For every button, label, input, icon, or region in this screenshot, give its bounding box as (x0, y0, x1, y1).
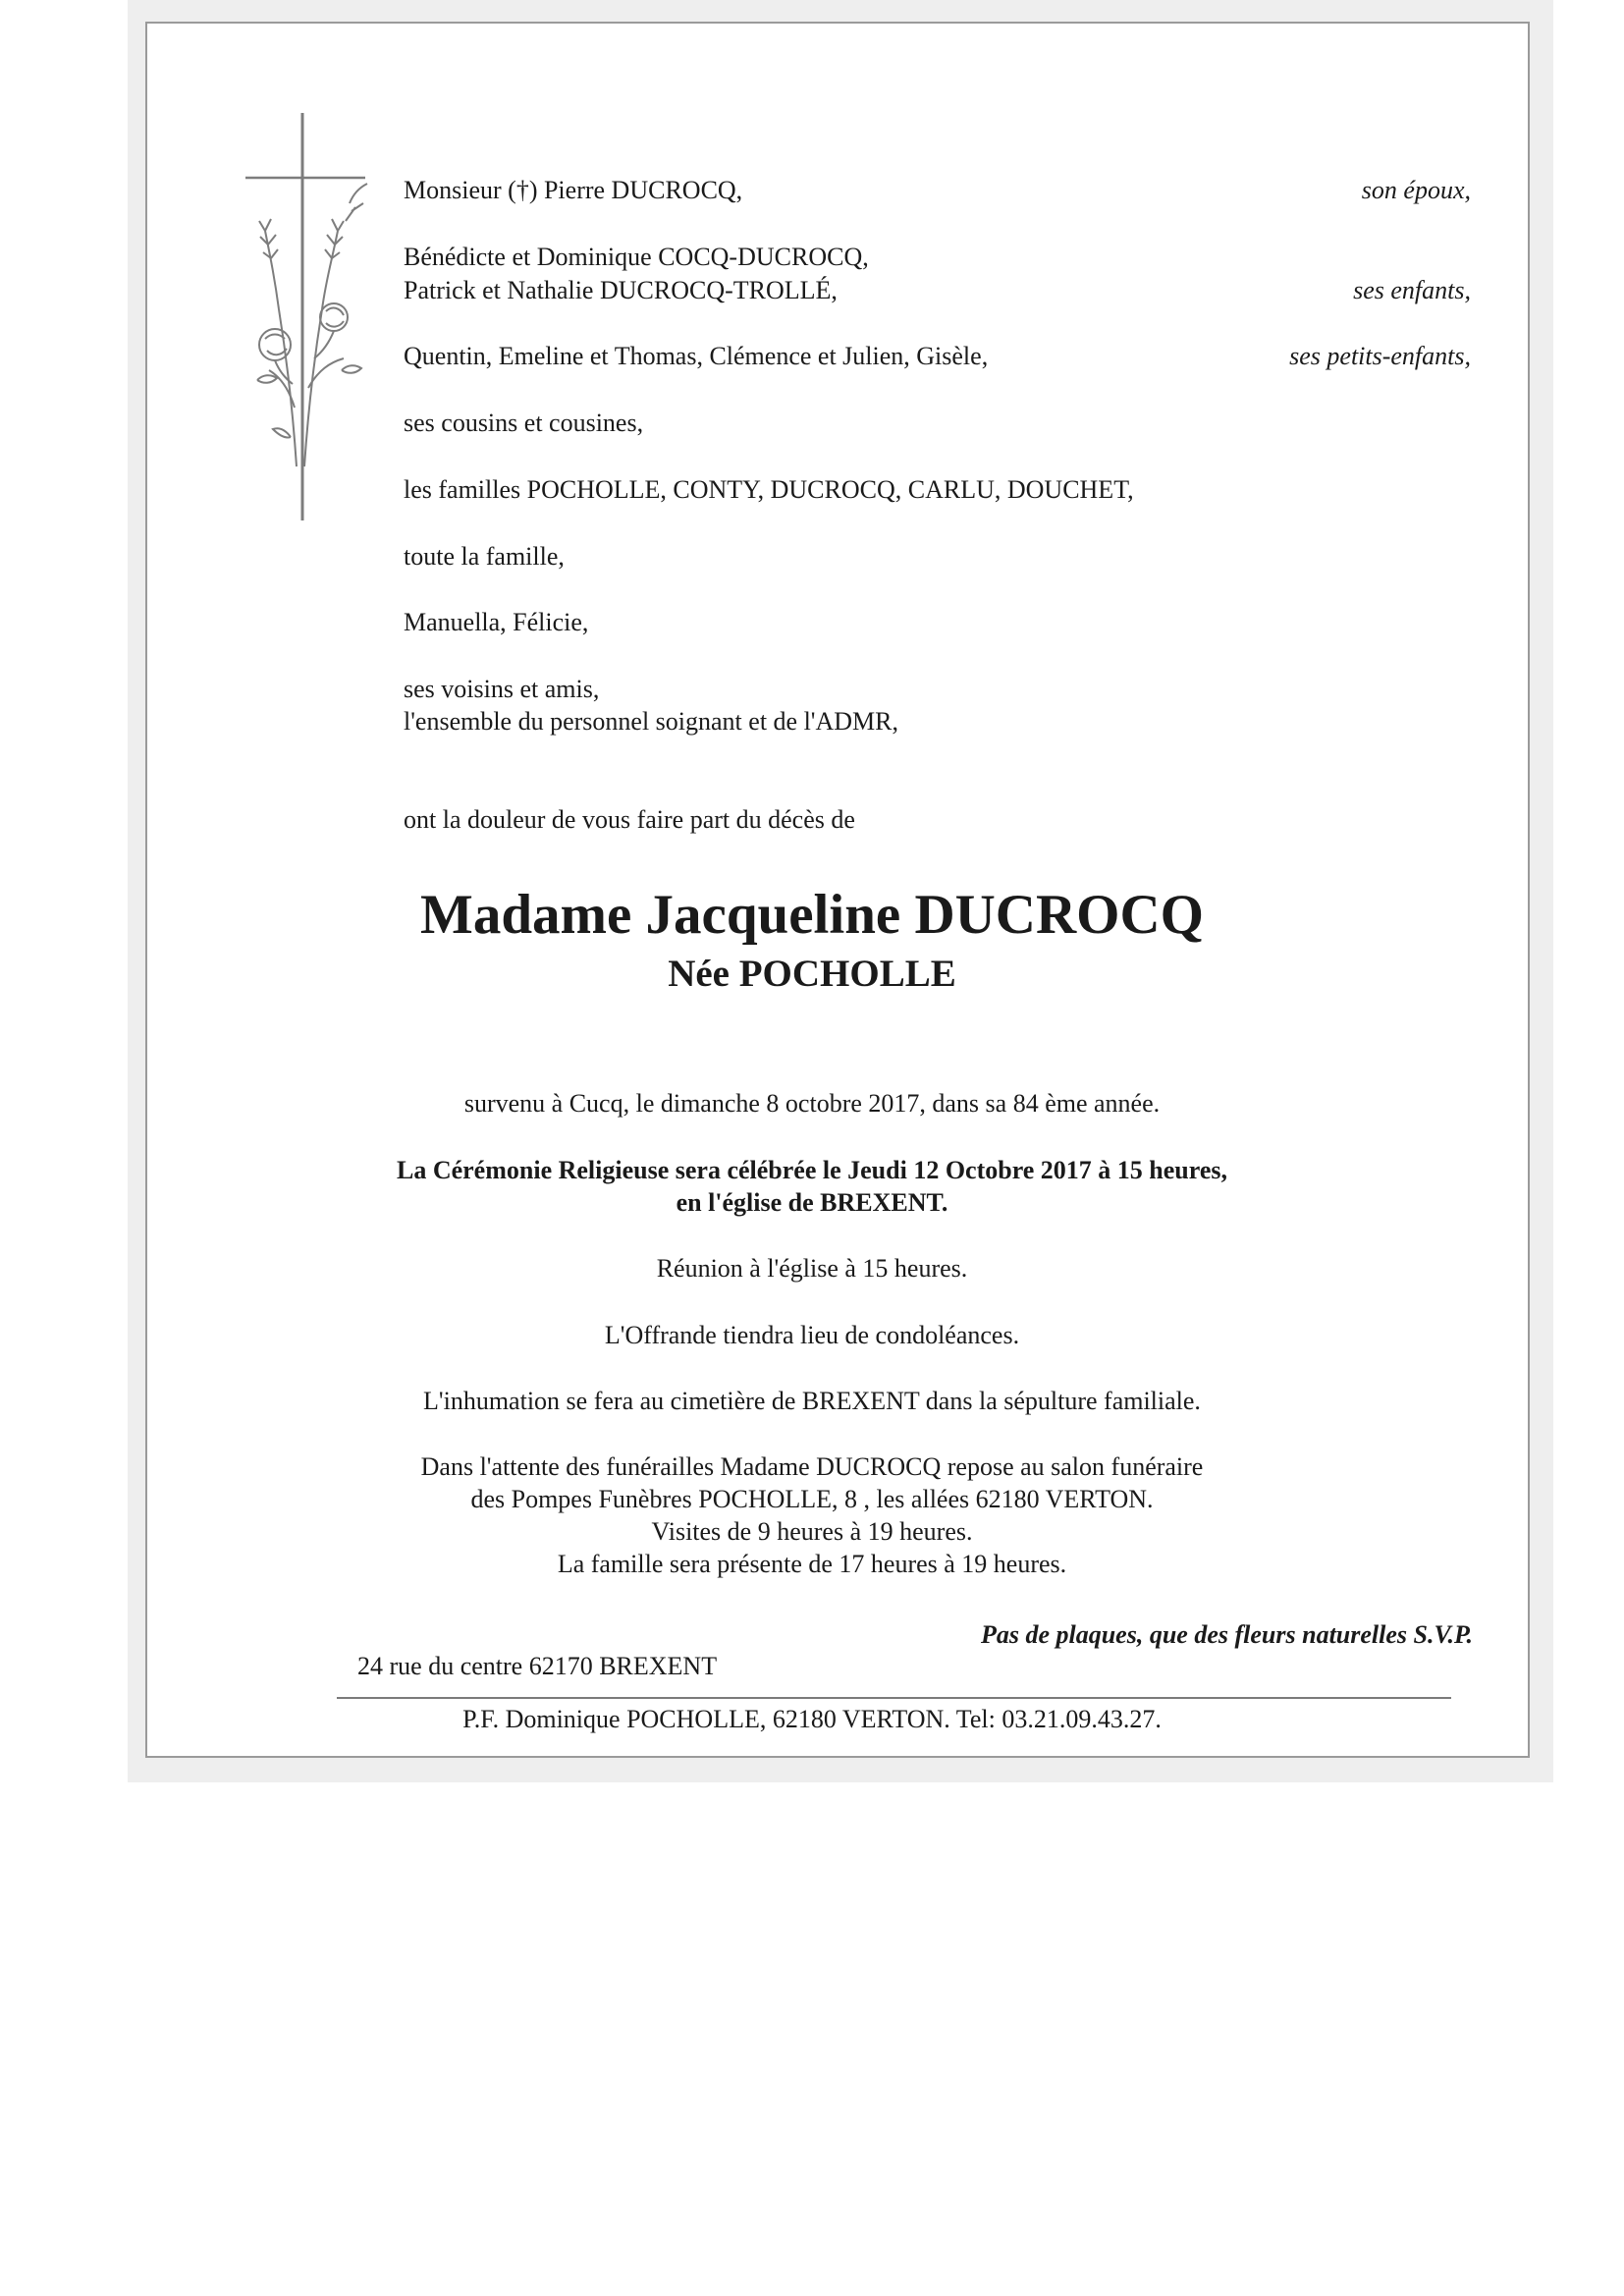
ceremony-line-2: en l'église de BREXENT. (676, 1188, 948, 1217)
family-line-whole-family: toute la famille, (404, 542, 565, 571)
death-notice-text: survenu à Cucq, le dimanche 8 octobre 2017, dans sa 84 ème année. (463, 1089, 1161, 1118)
deceased-name: Madame Jacqueline DUCROCQ (420, 884, 1204, 946)
family-line-children-1: Bénédicte et Dominique COCQ-DUCROCQ, (404, 243, 869, 271)
role-children: ses enfants, (1353, 276, 1471, 304)
funeral-home-footer: P.F. Dominique POCHOLLE, 62180 VERTON. Tel: 03.21.09.43.27. (462, 1705, 1162, 1733)
family-line-families: les familles POCHOLLE, CONTY, DUCROCQ, CARLU, DOUCHET, (404, 475, 1134, 504)
family-line-friends-named: Manuella, Félicie, (404, 608, 589, 636)
ceremony-line-1: La Cérémonie Religieuse sera célébrée le Jeudi 12 Octobre 2017 à 15 heures, (396, 1156, 1227, 1184)
wake-line-4: La famille sera présente de 17 heures à 19 heures. (557, 1550, 1067, 1578)
role-grandchildren: ses petits-enfants, (1289, 342, 1471, 370)
cross-with-flowers-icon (236, 113, 393, 525)
family-line-cousins: ses cousins et cousines, (404, 409, 644, 437)
role-husband: son époux, (1361, 176, 1471, 204)
family-line-children-2: Patrick et Nathalie DUCROCQ-TROLLÉ, (404, 276, 838, 304)
meeting-text: Réunion à l'église à 15 heures. (656, 1254, 968, 1283)
flowers-note: Pas de plaques, que des fleurs naturelles S.V.P. (980, 1620, 1473, 1649)
deceased-maiden-name: Née POCHOLLE (668, 953, 956, 995)
announcement-text: ont la douleur de vous faire part du décès de (404, 805, 855, 834)
offering-text: L'Offrande tiendra lieu de condoléances. (604, 1321, 1020, 1349)
wake-line-3: Visites de 9 heures à 19 heures. (651, 1517, 973, 1546)
family-line-grandchildren: Quentin, Emeline et Thomas, Clémence et Julien, Gisèle, (404, 342, 989, 370)
burial-text: L'inhumation se fera au cimetière de BREXENT dans la sépulture familiale. (423, 1387, 1201, 1415)
family-address: 24 rue du centre 62170 BREXENT (357, 1652, 718, 1680)
wake-line-2: des Pompes Funèbres POCHOLLE, 8 , les allées 62180 VERTON. (470, 1485, 1154, 1513)
footer-divider (337, 1697, 1451, 1699)
family-line-husband: Monsieur (†) Pierre DUCROCQ, (404, 176, 743, 204)
wake-line-1: Dans l'attente des funérailles Madame DUCROCQ repose au salon funéraire (420, 1452, 1204, 1481)
family-line-neighbors: ses voisins et amis, (404, 675, 600, 703)
family-line-care-staff: l'ensemble du personnel soignant et de l'ADMR, (404, 707, 899, 736)
